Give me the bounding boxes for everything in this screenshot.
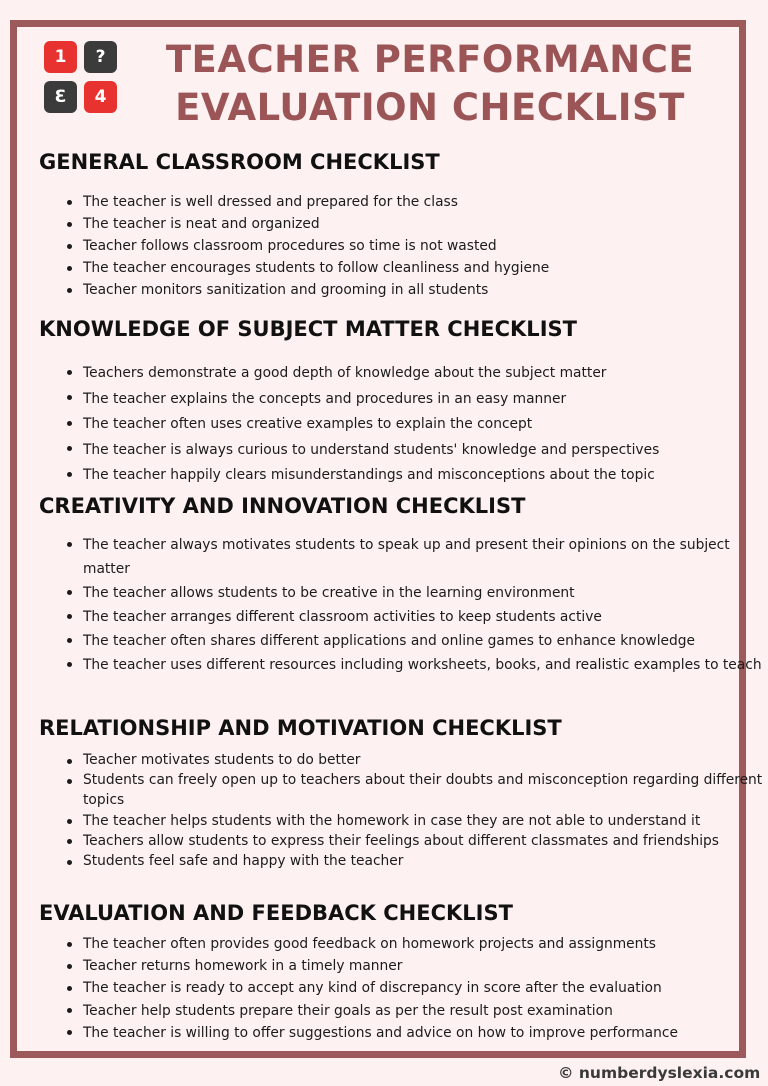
list-item: The teacher is always curious to understand students' knowledge and perspectives [83, 438, 763, 464]
page-title [140, 36, 720, 132]
checklist-general-classroom [62, 191, 763, 301]
section-title-relationship-motivation: RELATIONSHIP AND MOTIVATION CHECKLIST [39, 716, 562, 740]
list-item: Teachers demonstrate a good depth of knowledge about the subject matter [83, 361, 763, 387]
list-item: The teacher often shares different applications and online games to enhance knowledge [83, 629, 763, 653]
page-title-line-1: TEACHER PERFORMANCE [165, 38, 695, 81]
list-item: The teacher is willing to offer suggestions and advice on how to improve performance [83, 1022, 763, 1044]
list-item: The teacher is neat and organized [83, 213, 763, 235]
list-item: The teacher explains the concepts and procedures in an easy manner [83, 387, 763, 413]
logo-tile: ? [84, 41, 117, 73]
list-item: Teachers allow students to express their feelings about different classmates and friendships [83, 831, 763, 851]
section-title-creativity-innovation: CREATIVITY AND INNOVATION CHECKLIST [39, 494, 526, 518]
logo-tile: 4 [84, 81, 117, 113]
checklist-knowledge-of-subject [62, 361, 763, 489]
list-item: The teacher allows students to be creative in the learning environment [83, 581, 763, 605]
copyright-footer: © numberdyslexia.com [558, 1064, 761, 1082]
section-title-knowledge-of-subject: KNOWLEDGE OF SUBJECT MATTER CHECKLIST [39, 317, 577, 341]
list-item: The teacher is ready to accept any kind of discrepancy in score after the evaluation [83, 977, 763, 999]
list-item: The teacher helps students with the homework in case they are not able to understand it [83, 811, 763, 831]
checklist-relationship-motivation [62, 750, 763, 871]
list-item: Teacher monitors sanitization and grooming in all students [83, 279, 763, 301]
list-item: The teacher arranges different classroom activities to keep students active [83, 605, 763, 629]
section-title-general-classroom: GENERAL CLASSROOM CHECKLIST [39, 150, 440, 174]
list-item: The teacher often uses creative examples to explain the concept [83, 412, 763, 438]
logo-tile: Ɛ [44, 81, 77, 113]
page-title-line-2: EVALUATION CHECKLIST [175, 86, 685, 129]
checklist-evaluation-feedback [62, 933, 763, 1044]
list-item: Teacher follows classroom procedures so time is not wasted [83, 235, 763, 257]
list-item: Teacher help students prepare their goals as per the result post examination [83, 1000, 763, 1022]
list-item: Students can freely open up to teachers about their doubts and misconception regarding different topics [83, 770, 763, 810]
list-item: The teacher always motivates students to speak up and present their opinions on the subject matter [83, 533, 763, 581]
list-item: Students feel safe and happy with the teacher [83, 851, 763, 871]
list-item: Teacher returns homework in a timely manner [83, 955, 763, 977]
logo-tile: 1 [44, 41, 77, 73]
checklist-creativity-innovation [62, 533, 763, 677]
list-item: The teacher encourages students to follow cleanliness and hygiene [83, 257, 763, 279]
logo [44, 41, 118, 113]
list-item: Teacher motivates students to do better [83, 750, 763, 770]
list-item: The teacher is well dressed and prepared for the class [83, 191, 763, 213]
section-title-evaluation-feedback: EVALUATION AND FEEDBACK CHECKLIST [39, 901, 513, 925]
list-item: The teacher happily clears misunderstandings and misconceptions about the topic [83, 463, 763, 489]
list-item: The teacher uses different resources including worksheets, books, and realistic examples to teach [83, 653, 763, 677]
list-item: The teacher often provides good feedback on homework projects and assignments [83, 933, 763, 955]
